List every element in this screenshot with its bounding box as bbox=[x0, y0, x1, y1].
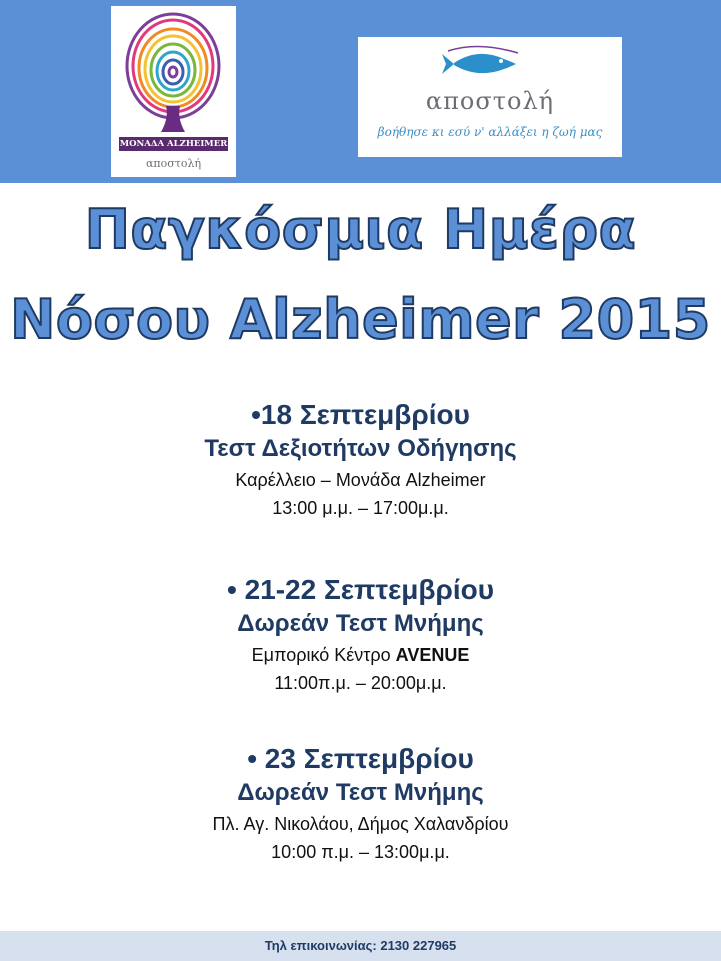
event-time: 11:00π.μ. – 20:00μ.μ. bbox=[274, 673, 447, 693]
event-location: Πλ. Αγ. Νικολάου, Δήμος Χαλανδρίου bbox=[212, 814, 509, 834]
event-title: Δωρεάν Τεστ Μνήμης bbox=[237, 779, 484, 806]
alzheimer-unit-band: ΜΟΝΑΔΑ ALZHEIMER bbox=[119, 139, 228, 149]
event-time: 10:00 π.μ. – 13:00μ.μ. bbox=[271, 842, 450, 862]
page-title-line1: Παγκόσμια Ημέρα bbox=[84, 198, 637, 261]
event-title: Δωρεάν Τεστ Μνήμης bbox=[237, 610, 484, 637]
event-1 bbox=[0, 398, 721, 522]
event-date: • 21-22 Σεπτεμβρίου bbox=[226, 574, 494, 605]
event-title: Τεστ Δεξιοτήτων Οδήγησης bbox=[204, 435, 517, 462]
apostoli-logo bbox=[358, 37, 622, 157]
event-2 bbox=[0, 573, 721, 697]
page-title-line2: Νόσου Alzheimer 2015 bbox=[10, 288, 711, 351]
event-date: •18 Σεπτεμβρίου bbox=[251, 399, 470, 430]
apostoli-name: αποστολή bbox=[425, 87, 555, 115]
event-3 bbox=[0, 742, 721, 866]
alzheimer-unit-logo bbox=[111, 6, 236, 177]
event-location-text: Εμπορικό Κέντρο bbox=[251, 645, 391, 665]
fingerprint-tree-icon bbox=[111, 6, 236, 156]
event-time: 13:00 μ.μ. – 17:00μ.μ. bbox=[272, 498, 449, 518]
event-date: • 23 Σεπτεμβρίου bbox=[247, 743, 474, 774]
event-location: Καρέλλειο – Μονάδα Alzheimer bbox=[235, 470, 486, 490]
event-location-emphasis: AVENUE bbox=[395, 645, 470, 665]
event-location bbox=[0, 641, 721, 669]
apostoli-small-name: αποστολή bbox=[145, 157, 202, 170]
fish-icon bbox=[358, 37, 622, 87]
header-band bbox=[0, 0, 721, 183]
apostoli-tagline: βοήθησε κι εσύ ν' αλλάξει η ζωή μας bbox=[377, 125, 603, 139]
footer-contact: Τηλ επικοινωνίας: 2130 227965 bbox=[0, 931, 721, 961]
